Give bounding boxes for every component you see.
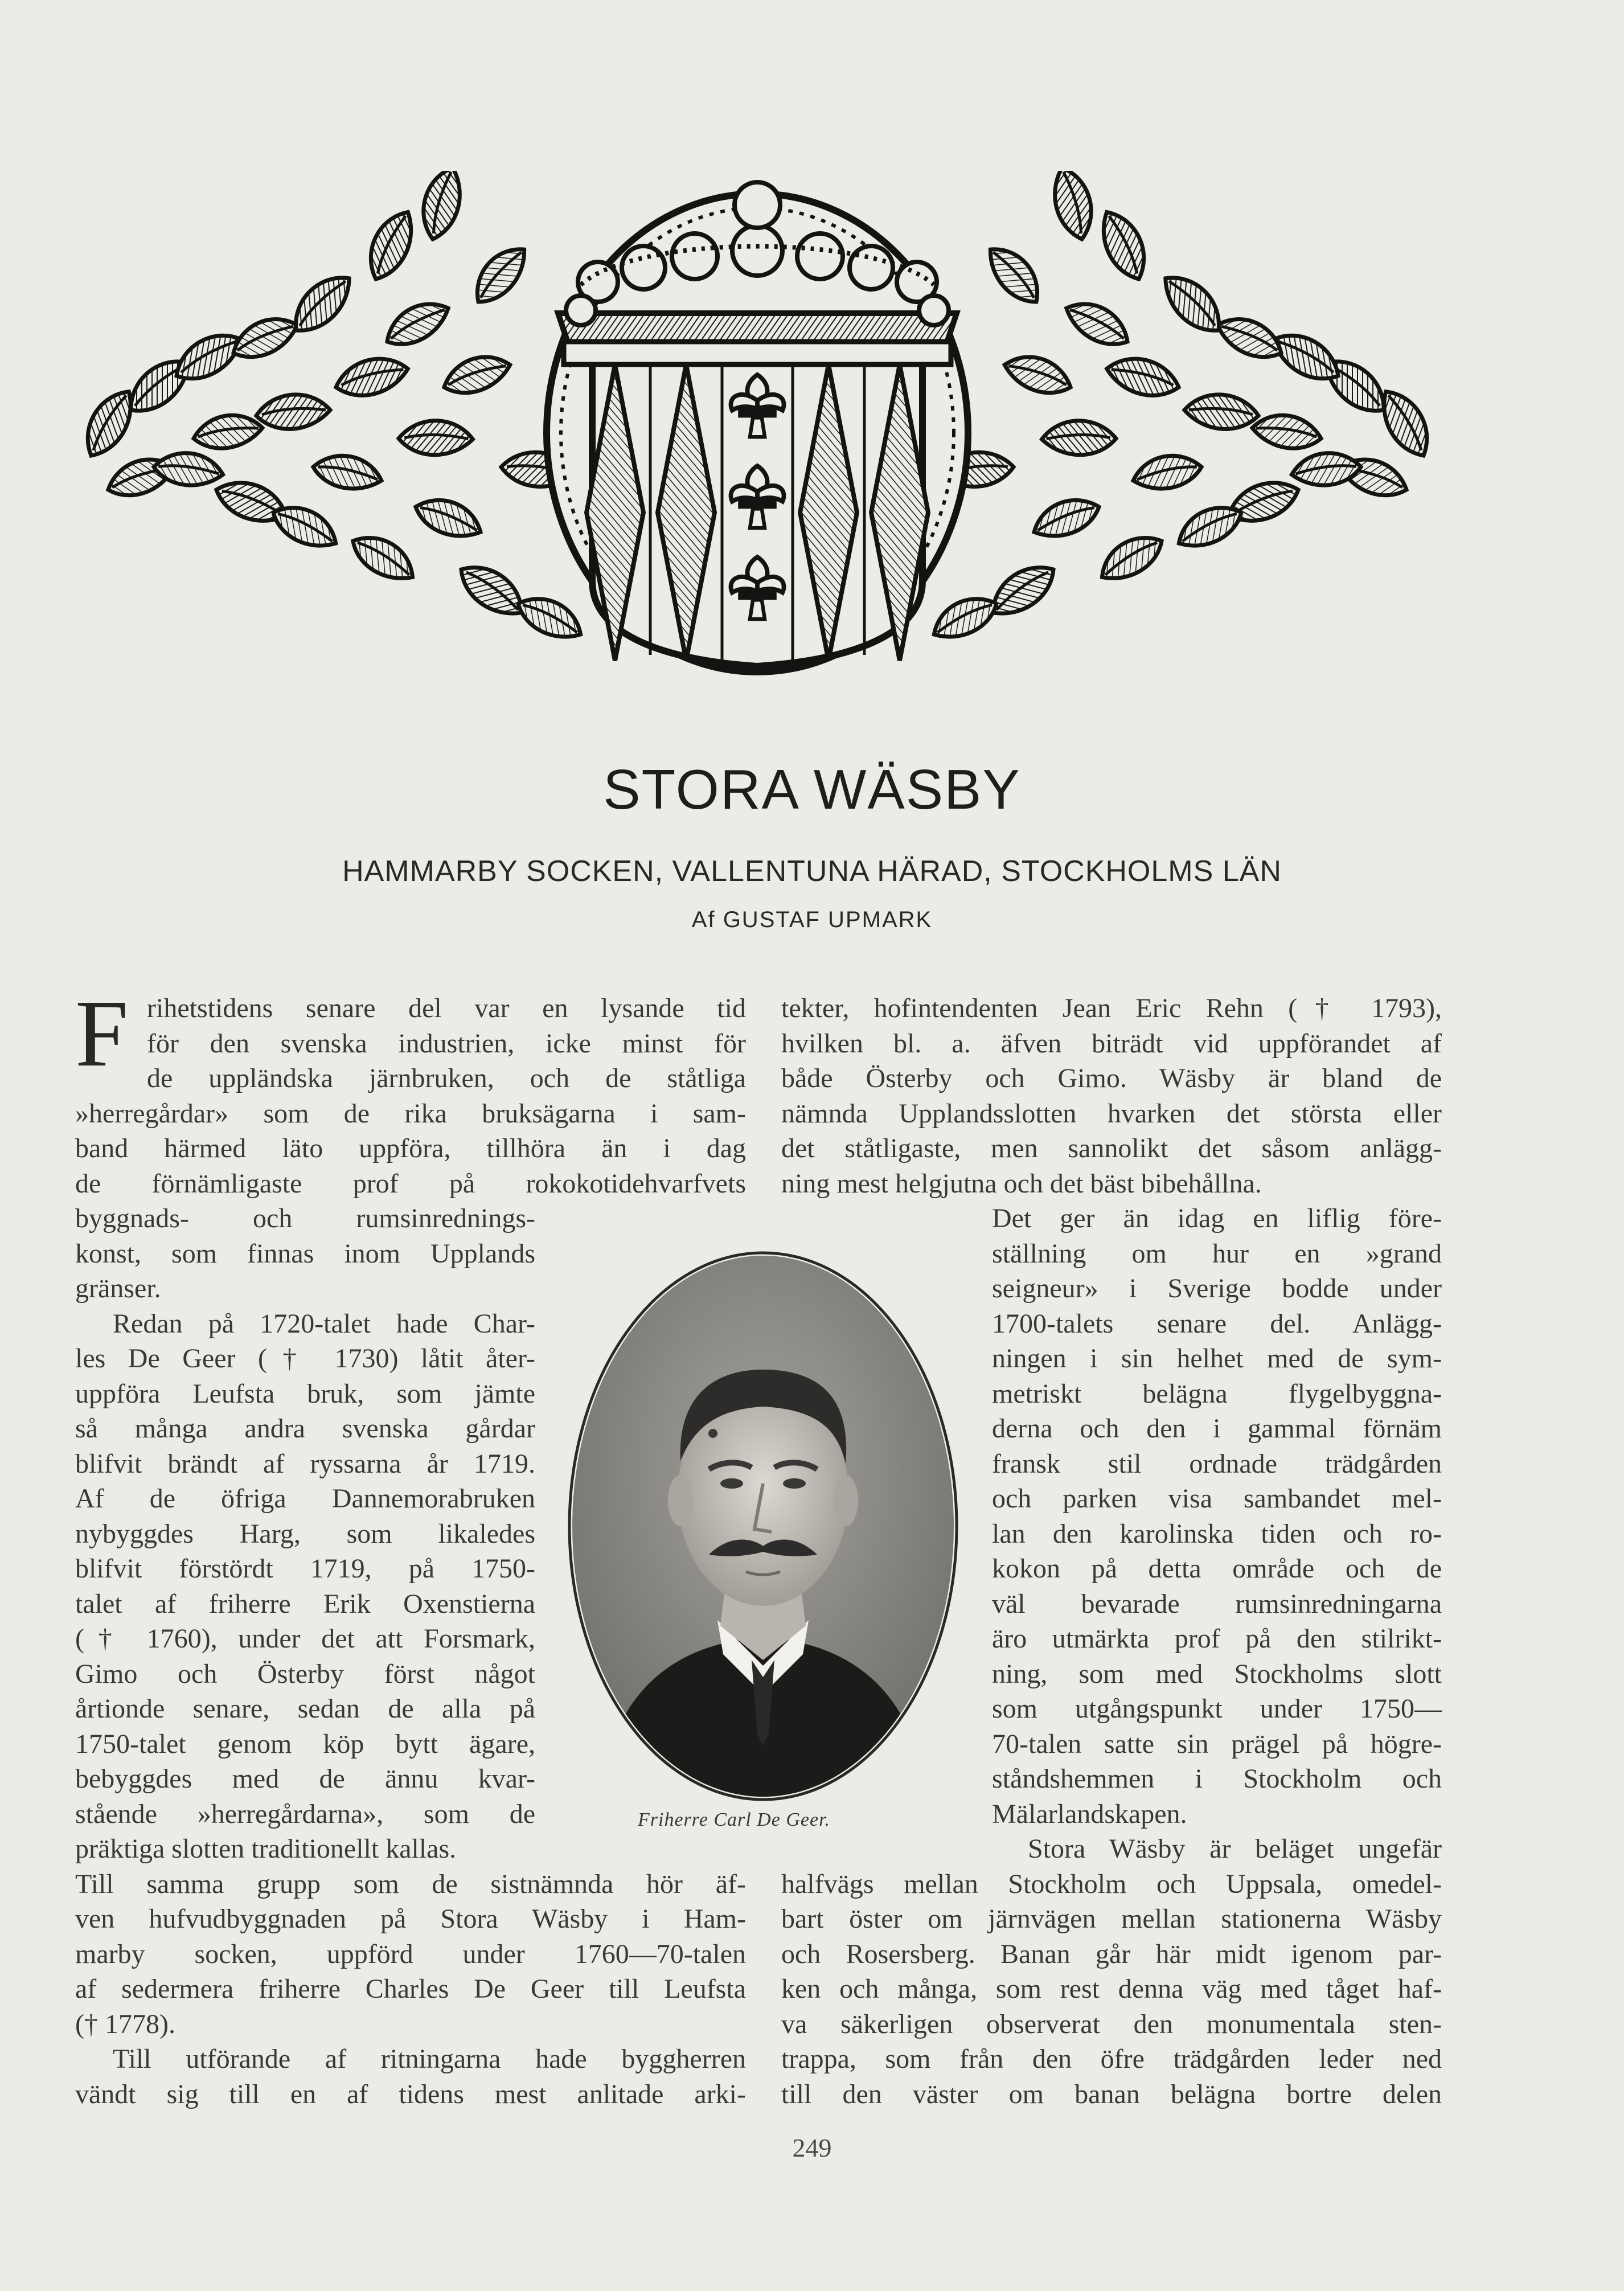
right-column-line: ning mest helgjutna och det bäst bibehållna.: [781, 1168, 1262, 1199]
left-column-line: Till samma grupp som de sistnämnda hör äf-: [75, 1868, 746, 1899]
left-column-line: blifvit förstördt 1719, på 1750-: [75, 1554, 535, 1584]
right-column-line: Det ger än idag en liflig före-: [992, 1203, 1442, 1233]
right-column-line: metriskt belägna flygelbyggna-: [992, 1378, 1442, 1409]
left-column-line: marby socken, uppförd under 1760—70-talen: [75, 1938, 746, 1969]
portrait-photo: [564, 1244, 962, 1808]
right-column-line: trappa, som från den öfre trädgården leder ned: [781, 2044, 1442, 2074]
right-column-line: 70-talen satte sin prägel på högre-: [992, 1728, 1442, 1759]
left-column-line: 1750-talet genom köp bytt ägare,: [75, 1728, 535, 1759]
shield: [587, 359, 928, 666]
right-column-line: kokon på detta område och de: [992, 1554, 1442, 1584]
left-column-line: präktiga slotten traditionellt kallas.: [75, 1834, 457, 1864]
right-column-line: Mälarlandskapen.: [992, 1798, 1187, 1829]
page-subtitle: HAMMARBY SOCKEN, VALLENTUNA HÄRAD, STOCKHOLMS LÄN: [342, 855, 1282, 888]
right-column-line: ställning om hur en »grand: [992, 1238, 1442, 1269]
right-column-line: va säkerligen observerat den monumentala sten-: [781, 2009, 1442, 2039]
author-line: Af GUSTAF UPMARK: [691, 907, 933, 932]
left-column-line: konst, som finnas inom Upplands: [75, 1238, 535, 1269]
left-column-line: Af de öfriga Dannemorabruken: [75, 1483, 535, 1514]
left-column-line: för den svenska industrien, icke minst för: [147, 1028, 746, 1059]
left-column-line: uppföra Leufsta bruk, som jämte: [75, 1378, 535, 1409]
left-column-line: årtionde senare, sedan de alla på: [75, 1694, 535, 1724]
coat-of-arms-ornament: [68, 171, 1446, 683]
left-column-line: Redan på 1720-talet hade Char-: [113, 1308, 535, 1339]
left-column-line: vändt sig till en af tidens mest anlitade arki-: [75, 2079, 746, 2109]
right-column-line: derna och den i gammal förnäm: [992, 1413, 1442, 1444]
left-column-line: bebyggdes med de ännu kvar-: [75, 1764, 535, 1794]
right-column-line: ningen i sin helhet med de sym-: [992, 1343, 1442, 1374]
right-column-line: nämnda Upplandsslotten hvarken det största eller: [781, 1098, 1442, 1129]
right-column-line: och parken visa sambandet mel-: [992, 1483, 1442, 1514]
right-column-line: Stora Wäsby är beläget ungefär: [1028, 1834, 1442, 1864]
right-column-line: och Rosersberg. Banan går här midt igenom par-: [781, 1938, 1442, 1969]
left-column-line: så många andra svenska gårdar: [75, 1413, 535, 1444]
left-column-line: »herregårdar» som de rika bruksägarna i sam-: [75, 1098, 746, 1129]
left-column-line: († 1778).: [75, 2009, 175, 2039]
left-column-line: les De Geer († 1730) låtit åter-: [75, 1343, 535, 1374]
left-column-line: († 1760), under det att Forsmark,: [75, 1624, 535, 1654]
right-column-line: ning, som med Stockholms slott: [992, 1658, 1442, 1689]
right-column-line: till den väster om banan belägna bortre delen: [781, 2079, 1442, 2109]
right-column-line: det ståtligaste, men sannolikt det såsom anlägg-: [781, 1133, 1442, 1163]
right-column-line: ståndshemmen i Stockholm och: [992, 1764, 1442, 1794]
left-column-line: blifvit brändt af ryssarna år 1719.: [75, 1448, 535, 1479]
left-branch: [74, 171, 589, 649]
crown: [558, 182, 957, 364]
right-column-line: halfvägs mellan Stockholm och Uppsala, omedel-: [781, 1868, 1442, 1899]
right-branch: [926, 171, 1441, 649]
portrait-caption: Friherre Carl De Geer.: [638, 1809, 831, 1830]
right-column-line: väl bevarade rumsinredningarna: [992, 1588, 1442, 1619]
left-column-line: af sedermera friherre Charles De Geer till Leufsta: [75, 1974, 746, 2004]
left-column-line: byggnads- och rumsinrednings-: [75, 1203, 535, 1233]
right-column-line: fransk stil ordnade trädgården: [992, 1448, 1442, 1479]
right-column-line: äro utmärkta prof på den stilrikt-: [992, 1624, 1442, 1654]
left-column-line: stående »herregårdarna», som de: [75, 1798, 535, 1829]
page-title: STORA WÄSBY: [603, 758, 1021, 821]
right-column-line: seigneur» i Sverige bodde under: [992, 1273, 1442, 1304]
left-column-line: rihetstidens senare del var en lysande tid: [147, 993, 746, 1023]
left-column-line: de förnämligaste prof på rokokotidehvarfvets: [75, 1168, 746, 1199]
left-column-line: gränser.: [75, 1273, 161, 1304]
right-column-line: tekter, hofintendenten Jean Eric Rehn († 1793),: [781, 993, 1442, 1023]
drop-cap: F: [75, 981, 129, 1087]
left-column-line: talet af friherre Erik Oxenstierna: [75, 1588, 535, 1619]
left-column-line: de uppländska järnbruken, och de ståtliga: [147, 1063, 746, 1093]
left-column-line: Till utförande af ritningarna hade byggherren: [113, 2044, 746, 2074]
left-column-line: Gimo och Österby först något: [75, 1658, 535, 1689]
left-column-line: band härmed läto uppföra, tillhöra än i dag: [75, 1133, 746, 1163]
right-column-line: lan den karolinska tiden och ro-: [992, 1518, 1442, 1549]
right-column-line: hvilken bl. a. äfven biträdt vid uppförandet af: [781, 1028, 1442, 1059]
right-column-line: både Österby och Gimo. Wäsby är bland de: [781, 1063, 1442, 1093]
left-column-line: nybyggdes Harg, som likaledes: [75, 1518, 535, 1549]
right-column-line: ken och många, som rest denna väg med tåget haf-: [781, 1974, 1442, 2004]
right-column-line: som utgångspunkt under 1750—: [992, 1694, 1442, 1724]
left-column-line: ven hufvudbyggnaden på Stora Wäsby i Ham-: [75, 1904, 746, 1934]
right-column-line: bart öster om järnvägen mellan stationerna Wäsby: [781, 1904, 1442, 1934]
page-number: 249: [792, 2133, 832, 2162]
right-column-line: 1700-talets senare del. Anlägg-: [992, 1308, 1442, 1339]
